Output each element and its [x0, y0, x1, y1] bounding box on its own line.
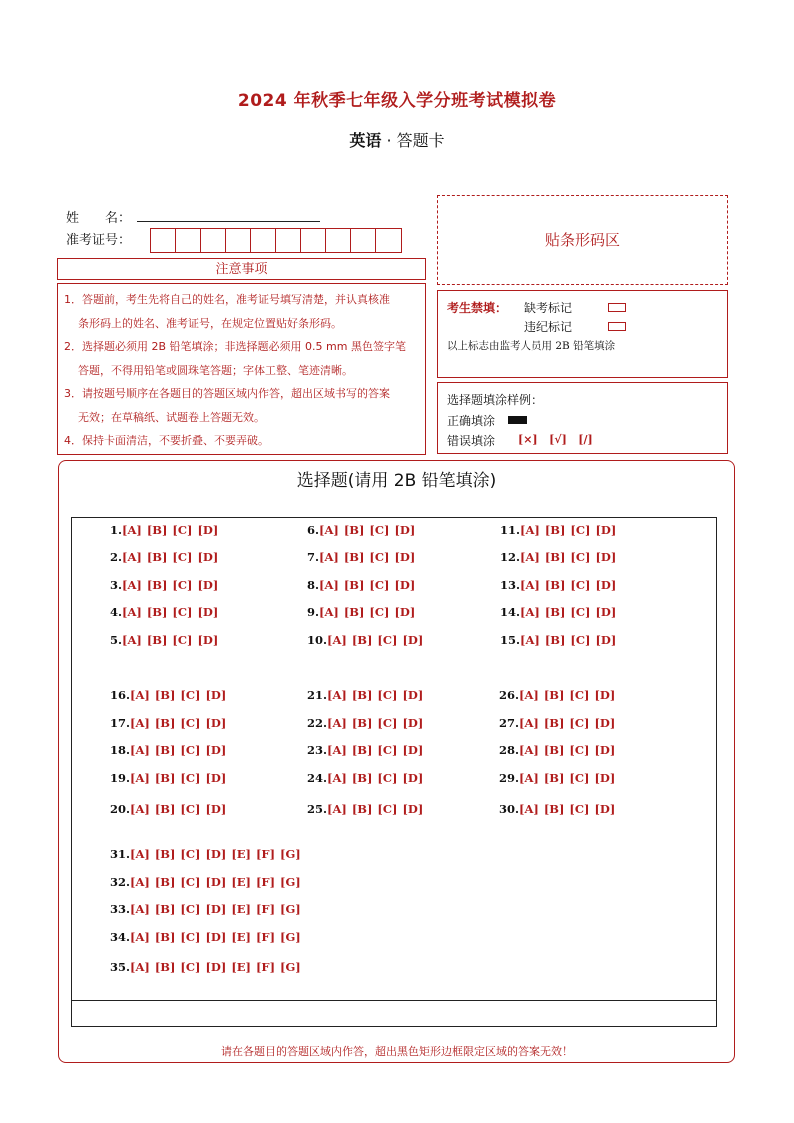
- question-row[interactable]: [307, 633, 423, 647]
- notice-heading: 注意事项: [57, 258, 426, 280]
- absent-mark-box[interactable]: [608, 303, 626, 312]
- answer-options[interactable]: [A] [B] [C] [D] [E] [F] [G]: [130, 847, 301, 861]
- question-number: 32.: [110, 875, 131, 889]
- answer-options[interactable]: [A] [B] [C] [D]: [122, 578, 219, 592]
- question-number: 8.: [307, 578, 320, 592]
- question-number: 25.: [307, 802, 328, 816]
- question-number: 13.: [500, 578, 521, 592]
- question-number: 14.: [500, 605, 521, 619]
- question-number: 22.: [307, 716, 328, 730]
- answer-options[interactable]: [A] [B] [C] [D]: [519, 688, 616, 702]
- answer-options[interactable]: [A] [B] [C] [D]: [122, 605, 219, 619]
- answer-options[interactable]: [A] [B] [C] [D]: [130, 771, 227, 785]
- sample-title: 选择题填涂样例：: [447, 393, 544, 407]
- question-number: 4.: [110, 605, 123, 619]
- question-number: 9.: [307, 605, 320, 619]
- question-row[interactable]: [500, 578, 616, 592]
- question-row[interactable]: [110, 930, 301, 944]
- question-number: 18.: [110, 743, 131, 757]
- question-number: 1.: [110, 523, 123, 537]
- answer-options[interactable]: [A] [B] [C] [D]: [519, 771, 616, 785]
- question-row[interactable]: [500, 550, 616, 564]
- question-number: 30.: [499, 802, 520, 816]
- id-digit-box[interactable]: [276, 229, 301, 252]
- answer-options[interactable]: [A] [B] [C] [D]: [327, 771, 424, 785]
- wrong-mark: [×]: [518, 433, 538, 446]
- subject-label: 答题卡: [396, 131, 445, 150]
- answer-options[interactable]: [A] [B] [C] [D]: [520, 633, 617, 647]
- question-number: 20.: [110, 802, 131, 816]
- question-number: 33.: [110, 902, 131, 916]
- answer-options[interactable]: [A] [B] [C] [D] [E] [F] [G]: [130, 902, 301, 916]
- answer-options[interactable]: [A] [B] [C] [D] [E] [F] [G]: [130, 930, 301, 944]
- answer-options[interactable]: [A] [B] [C] [D]: [130, 743, 227, 757]
- notice-item: 1．答题前，考生先将自己的姓名，准考证号填写清楚，并认真核准: [64, 293, 390, 306]
- question-row[interactable]: [499, 771, 615, 785]
- question-row[interactable]: [499, 743, 615, 757]
- question-row[interactable]: [500, 633, 616, 647]
- question-number: 26.: [499, 688, 520, 702]
- question-row[interactable]: [307, 716, 423, 730]
- notice-item-cont: 条形码上的姓名、准考证号，在规定位置贴好条形码。: [78, 316, 342, 330]
- id-digit-box[interactable]: [326, 229, 351, 252]
- answer-options[interactable]: [A] [B] [C] [D]: [519, 802, 616, 816]
- violation-label: 违纪标记: [524, 320, 573, 334]
- wrong-mark: [√]: [549, 433, 567, 446]
- notice-item: 2．选择题必须用 2B 铅笔填涂；非选择题必须用 0.5 mm 黑色签字笔: [64, 340, 406, 353]
- answer-options[interactable]: [A] [B] [C] [D]: [122, 633, 219, 647]
- answer-options[interactable]: [A] [B] [C] [D]: [327, 688, 424, 702]
- question-row[interactable]: [110, 771, 226, 785]
- question-number: 7.: [307, 550, 320, 564]
- notice-item: 3．请按题号顺序在各题目的答题区域内作答，超出区域书写的答案: [64, 387, 390, 400]
- question-row[interactable]: [499, 688, 615, 702]
- question-number: 3.: [110, 578, 123, 592]
- answer-options[interactable]: [A] [B] [C] [D]: [130, 802, 227, 816]
- question-number: 19.: [110, 771, 131, 785]
- notice-item: 4．保持卡面清洁，不要折叠、不要弄破。: [64, 434, 269, 447]
- id-digit-box[interactable]: [226, 229, 251, 252]
- choice-section-title: 选择题(请用 2B 铅笔填涂): [296, 471, 497, 491]
- wrong-fill-marks: [518, 433, 593, 446]
- forbidden-note: 以上标志由监考人员用 2B 铅笔填涂: [447, 340, 616, 352]
- wrong-fill-label: 错误填涂: [447, 434, 496, 448]
- answer-options[interactable]: [A] [B] [C] [D]: [319, 523, 416, 537]
- id-digit-box[interactable]: [151, 229, 176, 252]
- answer-options[interactable]: [A] [B] [C] [D]: [319, 578, 416, 592]
- answer-options[interactable]: [A] [B] [C] [D]: [520, 523, 617, 537]
- id-digit-box[interactable]: [251, 229, 276, 252]
- name-field[interactable]: [137, 220, 320, 222]
- answer-options[interactable]: [A] [B] [C] [D]: [319, 605, 416, 619]
- correct-fill-label: 正确填涂: [447, 414, 496, 428]
- question-row[interactable]: [307, 688, 423, 702]
- answer-options[interactable]: [A] [B] [C] [D]: [520, 605, 617, 619]
- question-row[interactable]: [110, 523, 218, 537]
- id-digit-box[interactable]: [351, 229, 376, 252]
- answer-options[interactable]: [A] [B] [C] [D]: [130, 716, 227, 730]
- answer-options[interactable]: [A] [B] [C] [D]: [122, 550, 219, 564]
- answer-options[interactable]: [A] [B] [C] [D]: [319, 550, 416, 564]
- question-row[interactable]: [307, 523, 415, 537]
- question-number: 21.: [307, 688, 328, 702]
- question-row[interactable]: [499, 716, 615, 730]
- question-row[interactable]: [110, 716, 226, 730]
- question-row[interactable]: [110, 578, 218, 592]
- question-number: 5.: [110, 633, 123, 647]
- question-row[interactable]: [500, 523, 616, 537]
- question-row[interactable]: [110, 688, 226, 702]
- notice-item-cont: 答题，不得用铅笔或圆珠笔答题；字体工整、笔迹清晰。: [78, 363, 353, 377]
- answer-options[interactable]: [A] [B] [C] [D]: [327, 716, 424, 730]
- question-row[interactable]: [110, 550, 218, 564]
- question-number: 23.: [307, 743, 328, 757]
- question-number: 11.: [500, 523, 521, 537]
- question-number: 16.: [110, 688, 131, 702]
- question-row[interactable]: [110, 605, 218, 619]
- id-digit-box[interactable]: [301, 229, 326, 252]
- name-label: 姓 名：: [66, 211, 132, 226]
- subject-heading: [0, 128, 794, 151]
- question-row[interactable]: [307, 550, 415, 564]
- question-row[interactable]: [110, 743, 226, 757]
- question-row[interactable]: [307, 578, 415, 592]
- answer-options[interactable]: [A] [B] [C] [D]: [327, 802, 424, 816]
- question-row[interactable]: [307, 802, 423, 816]
- question-row[interactable]: [307, 605, 415, 619]
- question-number: 34.: [110, 930, 131, 944]
- question-row[interactable]: [110, 875, 301, 889]
- question-number: 15.: [500, 633, 521, 647]
- question-number: 6.: [307, 523, 320, 537]
- question-row[interactable]: [307, 743, 423, 757]
- question-number: 12.: [500, 550, 521, 564]
- question-row[interactable]: [110, 802, 226, 816]
- id-digit-box[interactable]: [176, 229, 201, 252]
- question-number: 27.: [499, 716, 520, 730]
- question-row[interactable]: [500, 605, 616, 619]
- wrong-mark: [/]: [578, 433, 593, 446]
- answer-options[interactable]: [A] [B] [C] [D]: [520, 550, 617, 564]
- question-row[interactable]: [110, 902, 301, 916]
- page-title: 2024 年秋季七年级入学分班考试模拟卷: [237, 91, 557, 111]
- footer-note: 请在各题目的答题区域内作答，超出黑色矩形边框限定区域的答案无效！: [221, 1045, 573, 1058]
- answer-options[interactable]: [A] [B] [C] [D]: [122, 523, 219, 537]
- question-row[interactable]: [110, 633, 218, 647]
- answer-options[interactable]: [A] [B] [C] [D] [E] [F] [G]: [130, 875, 301, 889]
- absent-label: 缺考标记: [524, 301, 573, 315]
- id-digit-box[interactable]: [376, 229, 401, 252]
- question-number: 29.: [499, 771, 520, 785]
- forbidden-label: 考生禁填：: [447, 301, 508, 315]
- question-number: 35.: [110, 960, 131, 974]
- answer-options[interactable]: [A] [B] [C] [D]: [519, 716, 616, 730]
- answer-options[interactable]: [A] [B] [C] [D]: [520, 578, 617, 592]
- answer-options[interactable]: [A] [B] [C] [D]: [327, 633, 424, 647]
- subject-separator: ·: [386, 131, 392, 150]
- question-row[interactable]: [110, 847, 301, 861]
- barcode-area: 贴条形码区: [437, 195, 728, 285]
- question-row[interactable]: [110, 960, 301, 974]
- violation-mark-box[interactable]: [608, 322, 626, 331]
- question-row[interactable]: [307, 771, 423, 785]
- question-number: 28.: [499, 743, 520, 757]
- notice-list: [57, 283, 426, 455]
- forbidden-panel: [437, 290, 728, 378]
- answer-options[interactable]: [A] [B] [C] [D]: [130, 688, 227, 702]
- id-number-boxes[interactable]: [150, 228, 402, 253]
- id-digit-box[interactable]: [201, 229, 226, 252]
- question-number: 31.: [110, 847, 131, 861]
- question-number: 10.: [307, 633, 328, 647]
- fill-sample-panel: [437, 382, 728, 454]
- question-number: 2.: [110, 550, 123, 564]
- answer-options[interactable]: [A] [B] [C] [D]: [519, 743, 616, 757]
- notice-item-cont: 无效；在草稿纸、试题卷上答题无效。: [78, 410, 265, 424]
- question-row[interactable]: [499, 802, 615, 816]
- answer-area-divider: [71, 1000, 717, 1001]
- answer-options[interactable]: [A] [B] [C] [D]: [327, 743, 424, 757]
- id-label: 准考证号：: [66, 233, 132, 248]
- answer-options[interactable]: [A] [B] [C] [D] [E] [F] [G]: [130, 960, 301, 974]
- correct-fill-mark: [508, 416, 527, 424]
- question-number: 24.: [307, 771, 328, 785]
- question-number: 17.: [110, 716, 131, 730]
- subject-name: 英语: [349, 131, 382, 150]
